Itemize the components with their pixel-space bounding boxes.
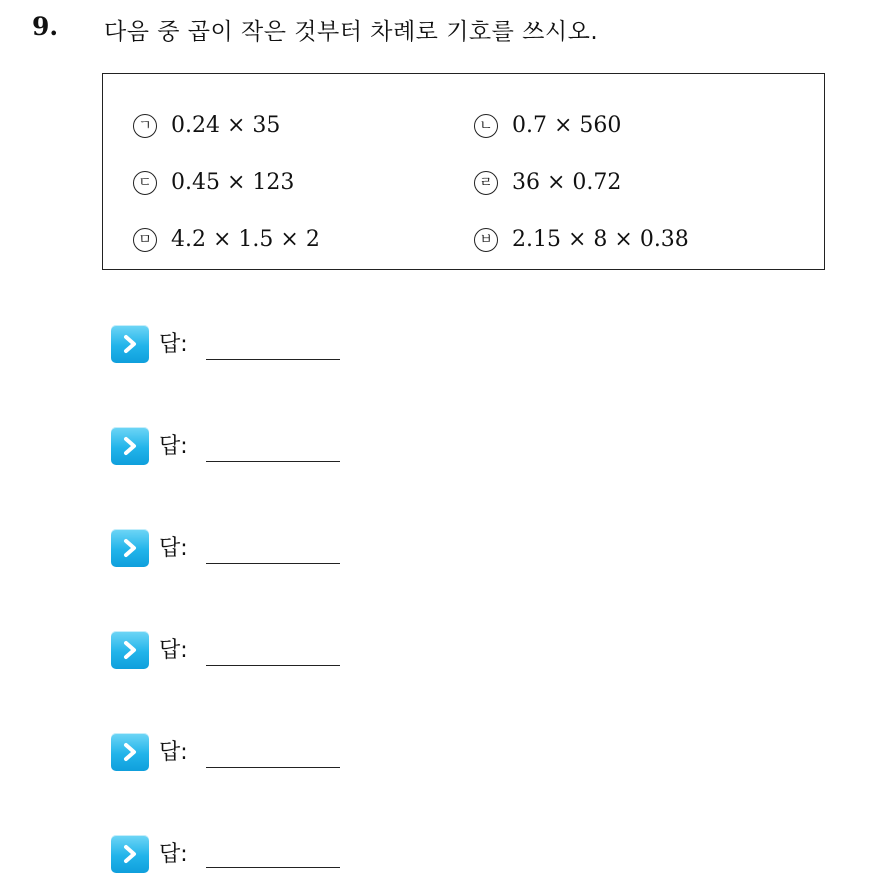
answer-row (111, 733, 340, 771)
choice-marker: ㄱ (133, 114, 157, 138)
choice-expression: 0.24 × 35 (171, 113, 281, 138)
answer-label: 답: (159, 434, 188, 459)
chevron-right-icon (111, 325, 149, 363)
chevron-right-icon (111, 427, 149, 465)
answer-row (111, 325, 340, 363)
answer-line[interactable] (206, 835, 340, 868)
chevron-right-icon (111, 529, 149, 567)
answer-line[interactable] (206, 529, 340, 564)
answer-label: 답: (159, 638, 188, 663)
answer-row (111, 631, 340, 669)
answer-row (111, 835, 340, 873)
answer-label: 답: (159, 536, 188, 561)
choice-item (133, 113, 280, 138)
choice-item (474, 113, 621, 138)
chevron-right-icon (111, 733, 149, 771)
choice-expression: 0.45 × 123 (171, 170, 295, 195)
answer-line[interactable] (206, 427, 340, 462)
answer-line[interactable] (206, 325, 340, 360)
choice-marker: ㄴ (474, 114, 498, 138)
answer-line[interactable] (206, 631, 340, 666)
answer-label: 답: (159, 740, 188, 765)
choice-expression: 0.7 × 560 (512, 113, 622, 138)
choice-item (133, 227, 320, 252)
choice-box (102, 73, 825, 270)
choice-marker: ㅁ (133, 228, 157, 252)
choice-expression: 36 × 0.72 (512, 170, 622, 195)
choice-expression: 2.15 × 8 × 0.38 (512, 227, 689, 252)
answer-label: 답: (159, 332, 188, 357)
choice-item (474, 227, 689, 252)
answer-line[interactable] (206, 733, 340, 768)
chevron-right-icon (111, 835, 149, 873)
question-text: 다음 중 곱이 작은 것부터 차례로 기호를 쓰시오. (104, 19, 599, 45)
choice-marker: ㄷ (133, 171, 157, 195)
choice-marker: ㄹ (474, 171, 498, 195)
answer-label: 답: (159, 842, 188, 867)
question-number: 9. (32, 12, 59, 41)
choice-marker: ㅂ (474, 228, 498, 252)
choice-expression: 4.2 × 1.5 × 2 (171, 227, 320, 252)
choice-item (133, 170, 294, 195)
chevron-right-icon (111, 631, 149, 669)
answer-row (111, 529, 340, 567)
answer-row (111, 427, 340, 465)
choice-item (474, 170, 621, 195)
